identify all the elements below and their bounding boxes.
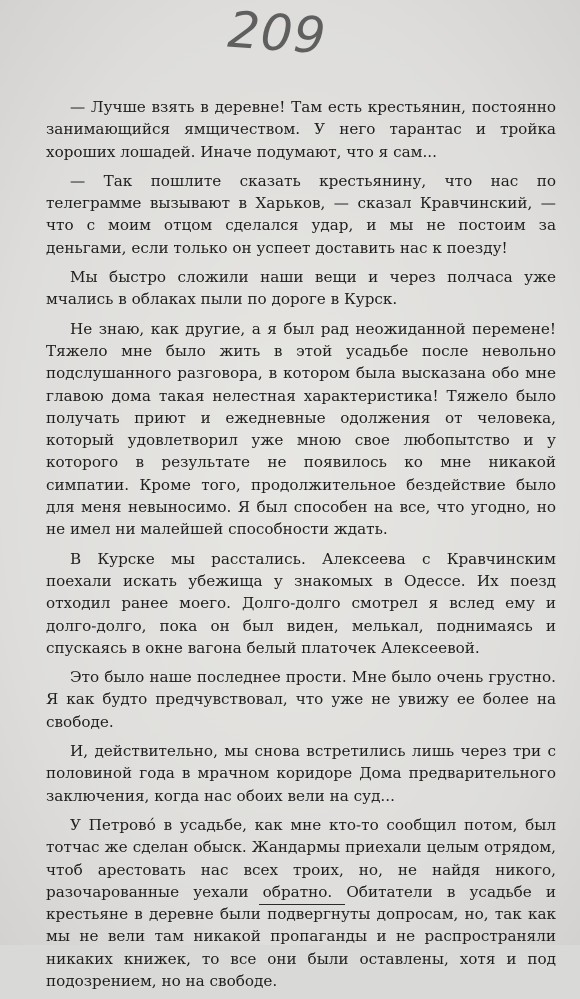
paragraph-5: В Курске мы расстались. Алексеева с Кравчинским поехали искать убежища у знакомых в Одессе. Их поезд отходил ранее моего. Долго-долго смотрел я вслед ему и долго-долго, пока он был виден, мелькал, поднимаясь и спускаясь в окне вагона белый платочек Алексеевой.	[46, 549, 556, 657]
paragraph-1: — Лучше взять в деревне! Там есть крестьянин, постоянно занимающийся ямщичеством. У него тарантас и тройка хороших лошадей. Иначе подумают, что я сам...	[46, 98, 556, 161]
paragraph-6: Это было наше последнее прости. Мне было очень грустно. Я как будто предчувствовал, что уже не увижу ее более на свободе.	[46, 668, 556, 731]
paragraph-4: Не знаю, как другие, а я был рад неожиданной перемене! Тяжело мне было жить в этой усадьбе после невольно подслушанного разговора, в котором была высказана обо мне главою дома такая нелестная характеристика! Тяжело было получать приют и ежедневные одолжения от человека, который удовлетворил уже мною свое любопытство и у которого в результате не появилось ко мне никакой симпатии. Кроме того, продолжительное бездействие было для меня невыносимо. Я был способен на все, что угодно, но не имел ни малейшей способности ждать.	[46, 319, 556, 539]
handwritten-page-number: 209	[226, 0, 329, 66]
paragraph-2: — Так пошлите сказать крестьянину, что нас по телеграмме вызывают в Харьков, — сказал Кравчинский, — что с моим отцом сделался удар, и мы не постоим за деньгами, если только он успеет доставить нас к поезду!	[46, 171, 556, 257]
section-end-rule	[259, 904, 345, 905]
paragraph-8: У Петрово́ в усадьбе, как мне кто-то сообщил потом, был тотчас же сделан обыск. Жандармы приехали целым отрядом, чтоб арестовать нас всех троих, но, не найдя никого, разочарованные уехали обратно. Обитатели в усадьбе и крестьяне в деревне были подвергнуты допросам, но, так как мы не вели там никакой пропаганды и не распространяли никаких книжек, то все они были оставлены, хотя и под подозрением, но на свободе.	[46, 815, 556, 990]
paragraph-7: И, действительно, мы снова встретились лишь через три с половиной года в мрачном коридоре Дома предварительного заключения, когда нас обоих вели на суд...	[46, 742, 556, 805]
body-text	[46, 96, 556, 999]
paragraph-3: Мы быстро сложили наши вещи и через полчаса уже мчались в облаках пыли по дороге в Курск.	[46, 268, 556, 309]
